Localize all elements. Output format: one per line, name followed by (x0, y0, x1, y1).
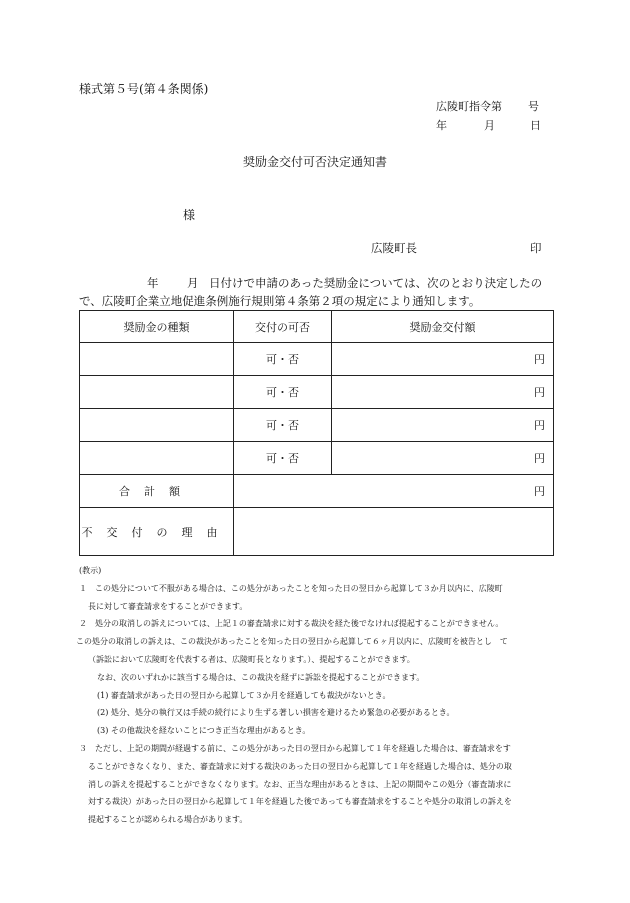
addressee-suffix: 様 (183, 208, 196, 222)
body-line-2: で、広陵町企業立地促進条例施行規則第４条第２項の規定により通知します。 (79, 294, 481, 308)
note-line: １ この処分について不服がある場合は、この処分があったことを知った日の翌日から起算して３か月以内に、広陵町 (79, 583, 503, 593)
form-label: 様式第５号(第４条関係) (79, 82, 209, 96)
decision-cell: 可・否 (234, 376, 332, 409)
date-year: 年 (436, 119, 447, 132)
grant-table (79, 310, 554, 556)
note-line: (3) その他裁決を経ないことにつき正当な理由があるとき。 (97, 726, 311, 736)
grant-type-cell (80, 442, 234, 475)
seal-mark: 印 (530, 241, 542, 255)
header-amount: 奨励金交付額 (332, 311, 554, 343)
grant-type-cell (80, 343, 234, 376)
note-line: 長に対して審査請求をすることができます。 (88, 601, 248, 611)
notes-heading: (教示) (79, 566, 102, 575)
note-line: この処分の取消しの訴えは、この裁決があったことを知った日の翌日から起算して６ヶ月以内に、広陵町を被告とし て (76, 637, 508, 647)
grant-type-cell (80, 376, 234, 409)
total-row (80, 475, 554, 508)
note-line: ることができなくなり、また、審査請求に対する裁決のあった日の翌日から起算して１年を経過した場合は、処分の取 (88, 761, 512, 771)
document-number (436, 98, 546, 114)
amount-cell: 円 (332, 343, 554, 376)
body-month: 月 (187, 276, 199, 290)
amount-cell: 円 (332, 442, 554, 475)
decision-cell: 可・否 (234, 343, 332, 376)
date-day: 日 (530, 119, 541, 132)
note-line: (2) 処分、処分の執行又は手続の続行により生ずる著しい損害を避けるため緊急の必要があるとき。 (97, 708, 455, 718)
total-amount-cell: 円 (234, 475, 554, 508)
table-row (80, 442, 554, 475)
note-line: 対する裁決）があった日の翌日から起算して１年を経過した後であっても審査請求をすることや処分の取消しの訴えを (88, 797, 512, 807)
document-date (436, 117, 546, 133)
table-row (80, 376, 554, 409)
table-header-row (80, 311, 554, 343)
date-month: 月 (484, 119, 495, 132)
header-decision: 交付の可否 (234, 311, 332, 343)
header-grant-type: 奨励金の種類 (80, 311, 234, 343)
sender-name: 広陵町長 (371, 241, 417, 255)
document-number-suffix: 号 (528, 100, 539, 113)
body-line-1-text: 日付けで申請のあった奨励金については、次のとおり決定したの (209, 276, 543, 290)
amount-cell: 円 (332, 409, 554, 442)
table-row (80, 409, 554, 442)
note-line: 消しの訴えを提起することができなくなります。なお、正当な理由があるときは、上記の期間やこの処分（審査請求に (88, 779, 512, 789)
note-line: ３ ただし、上記の期間が経過する前に、この処分があった日の翌日から起算して１年を経過した場合は、審査請求をす (79, 743, 511, 753)
instruction-notes (76, 562, 559, 829)
reason-row (80, 508, 554, 556)
note-line: ２ 処分の取消しの訴えについては、上記１の審査請求に対する裁決を経た後でなければ提起することができません。 (79, 619, 504, 629)
grant-type-cell (80, 409, 234, 442)
decision-cell: 可・否 (234, 442, 332, 475)
note-line: （訴訟において広陵町を代表する者は、広陵町長となります。）、提起することができます。 (88, 654, 415, 664)
body-year: 年 (147, 276, 159, 290)
reason-cell (234, 508, 554, 556)
document-title: 奨励金交付可否決定通知書 (242, 155, 387, 169)
note-line: 提起することが認められる場合があります。 (88, 815, 248, 825)
decision-cell: 可・否 (234, 409, 332, 442)
document-number-label: 広陵町指令第 (436, 100, 502, 113)
note-line: なお、次のいずれかに該当する場合は、この裁決を経ずに訴訟を提起することができます。 (97, 672, 425, 682)
amount-cell: 円 (332, 376, 554, 409)
note-line: (1) 審査請求があった日の翌日から起算して３か月を経過しても裁決がないとき。 (97, 690, 391, 700)
reason-label: 不交付の理由 (80, 508, 234, 556)
table-row (80, 343, 554, 376)
total-label: 合計額 (80, 475, 234, 508)
